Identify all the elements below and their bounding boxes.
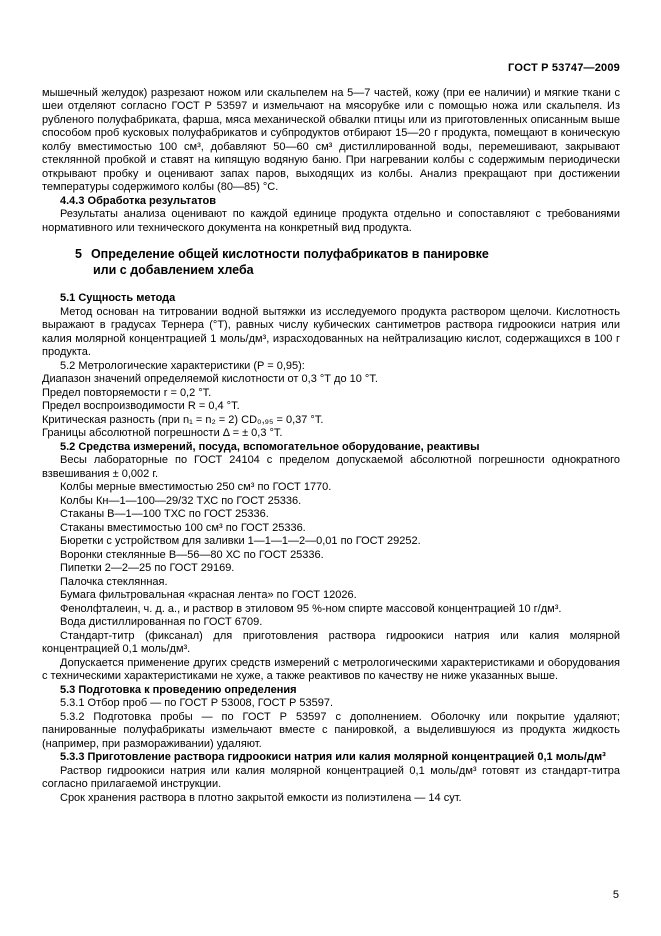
equipment-scales: Весы лабораторные по ГОСТ 24104 с пределом допускаемой абсолютной погрешности однократного взвешивания ± 0,002 г. xyxy=(42,454,620,480)
equipment-distilled-water: Вода дистиллированная по ГОСТ 6709. xyxy=(60,616,263,628)
section-5-heading xyxy=(42,247,494,278)
paragraph-equipment-allowance: Допускается применение других средств измерений с метрологическими характеристиками и оборудования с техническими характеристиками не хуже, а также реактивов по качеству не ниже указанных выше. xyxy=(42,656,620,682)
page-number: 5 xyxy=(612,888,619,901)
heading-5-2: 5.2 Средства измерений, посуда, вспомогательное оборудование, реактивы xyxy=(60,440,480,453)
equipment-conical-flasks: Колбы Кн—1—100—29/32 ТХС по ГОСТ 25336. xyxy=(60,494,302,507)
paragraph-5-3-1-sampling: 5.3.1 Отбор проб — по ГОСТ Р 53008, ГОСТ Р 53597. xyxy=(60,697,334,709)
standard-code: ГОСТ Р 53747—2009 xyxy=(508,62,620,74)
equipment-pipettes: Пипетки 2—2—25 по ГОСТ 29169. xyxy=(60,562,235,574)
metrology-absolute-error: Границы абсолютной погрешности Δ = ± 0,3 °Т. xyxy=(42,427,283,439)
paragraph-metrology-intro: 5.2 Метрологические характеристики (P = 0,95): xyxy=(60,359,305,372)
section-5-title: Определение общей кислотности полуфабрикатов в панировке или с добавлением хлеба xyxy=(90,247,489,277)
equipment-burettes: Бюретки с устройством для заливки 1—1—1—2—0,01 по ГОСТ 29252. xyxy=(60,535,421,547)
metrology-reproducibility: Предел воспроизводимости R = 0,4 °Т. xyxy=(42,400,240,412)
section-5-number: 5 xyxy=(75,247,82,261)
heading-5-3: 5.3 Подготовка к проведению определения xyxy=(60,683,297,696)
paragraph-sample-preparation: мышечный желудок) разрезают ножом или скальпелем на 5—7 частей, кожу (при ее наличии) и мягкие ткани с шеи отделяют согласно ГОСТ Р 53597 и измельчают на мясорубке или с помощью ножа или скальпеля. Из рубленого полуфабриката, фарша, мяса механической обвалки птицы или из приготовленных описанным выше способом проб кусковых полуфабрикатов и субпродуктов отбирают 15—20 г продукта, помещают в коническую колбу вместимостью 100 см³, добавляют 50—60 см³ дистиллированной воды, перемешивают, закрывают стеклянной пробкой и ставят на кипящую водяную баню. При нагревании колбы с содержимым периодически открывают пробку и оценивают запах паров, выходящих из колбы. Анализ прекращают при достижении температуры содержимого колбы (80—85) °С. xyxy=(42,86,620,193)
equipment-beakers-v: Стаканы В—1—100 ТХС по ГОСТ 25336. xyxy=(60,508,269,520)
paragraph-5-3-2-sample-preparation: 5.3.2 Подготовка пробы — по ГОСТ Р 53597 с дополнением. Оболочку или покрытие удаляют; панированные полуфабрикаты измельчают вместе с панировкой, а выделившуюся из продукта жидкость (например, при размораживании) удаляют. xyxy=(42,710,620,750)
metrology-range: Диапазон значений определяемой кислотности от 0,3 °Т до 10 °Т. xyxy=(42,373,378,385)
equipment-beakers-100: Стаканы вместимостью 100 см³ по ГОСТ 25336. xyxy=(60,521,306,534)
heading-4-4-3: 4.4.3 Обработка результатов xyxy=(60,194,217,207)
paragraph-method-essence: Метод основан на титровании водной вытяжки из исследуемого продукта раствором щелочи. Кислотность выражают в градусах Тернера (°Т), равных числу кубических сантиметров раствора гидроокиси натрия или калия молярной концентрацией 1 моль/дм³, израсходованных на нейтрализацию кислот, содержащихся в 100 г продукта. xyxy=(42,305,620,358)
document-header xyxy=(42,62,620,76)
equipment-phenolphthalein: Фенолфталеин, ч. д. а., и раствор в этиловом 95 %-ном спирте массовой концентрацией 10 г/дм³. xyxy=(60,602,562,615)
metrology-critical-difference: Критическая разность (при n₁ = n₂ = 2) CD₀,₉₅ = 0,37 °Т. xyxy=(42,413,324,426)
equipment-funnels: Воронки стеклянные В—56—80 ХС по ГОСТ 25336. xyxy=(60,548,324,561)
document-body xyxy=(42,87,620,806)
paragraph-solution-preparation: Раствор гидроокиси натрия или калия молярной концентрацией 0,1 моль/дм³ готовят из стандарт-титра согласно прилагаемой инструкции. xyxy=(42,764,620,790)
equipment-volumetric-flasks: Колбы мерные вместимостью 250 см³ по ГОСТ 1770. xyxy=(60,481,332,493)
equipment-glass-rod: Палочка стеклянная. xyxy=(60,575,168,588)
paragraph-solution-storage: Срок хранения раствора в плотно закрытой емкости из полиэтилена — 14 сут. xyxy=(60,791,462,804)
metrology-repeatability: Предел повторяемости r = 0,2 °Т. xyxy=(42,386,212,399)
heading-5-1: 5.1 Сущность метода xyxy=(60,292,176,304)
heading-5-3-3: 5.3.3 Приготовление раствора гидроокиси натрия или калия молярной концентрацией 0,1 моль/дм³ xyxy=(60,751,606,763)
equipment-filter-paper: Бумага фильтровальная «красная лента» по ГОСТ 12026. xyxy=(60,589,357,601)
paragraph-results-processing: Результаты анализа оценивают по каждой единице продукта отдельно и сопоставляют с требованиями нормативного или технического документа на конкретный вид продукта. xyxy=(42,208,620,234)
equipment-standard-titre: Стандарт-титр (фиксанал) для приготовления раствора гидроокиси натрия или калия молярной концентрацией 0,1 моль/дм³. xyxy=(42,629,620,655)
